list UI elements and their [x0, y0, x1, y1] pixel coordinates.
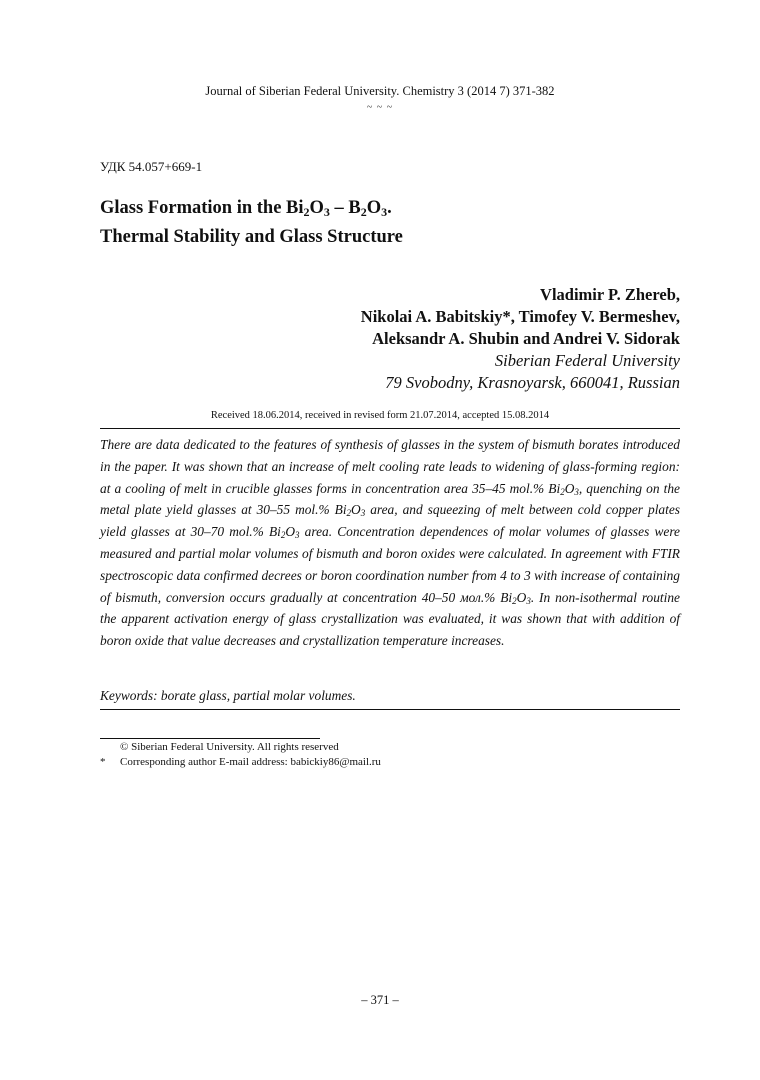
- footnote-corresponding: * Corresponding author E-mail address: babickiy86@mail.ru: [100, 756, 381, 768]
- paper-title: [100, 194, 660, 252]
- title-line-2: Thermal Stability and Glass Structure: [100, 227, 403, 247]
- abstract-top-rule: [100, 428, 680, 429]
- affiliation: Siberian Federal University: [494, 351, 680, 370]
- author-line-3: Aleksandr A. Shubin and Andrei V. Sidorak: [372, 329, 680, 348]
- udk-code: УДК 54.057+669-1: [100, 159, 203, 174]
- footnote-copyright: © Siberian Federal University. All rights reserved: [120, 741, 339, 753]
- header-ornament: ~ ~ ~: [366, 102, 394, 113]
- footnote-rule: [100, 738, 320, 739]
- author-line-2: Nikolai A. Babitskiy*, Timofey V. Bermeshev,: [360, 307, 680, 326]
- abstract-bottom-rule: [100, 709, 680, 710]
- address: 79 Svobodny, Krasnoyarsk, 660041, Russian: [385, 373, 680, 392]
- keywords: Keywords: borate glass, partial molar volumes.: [100, 688, 356, 703]
- title-line-1: Glass Formation in the $Bi_2O_3 - B_2O_3$.: [100, 198, 392, 219]
- author-line-1: Vladimir P. Zhereb,: [540, 285, 680, 304]
- abstract: There are data dedicated to the features of synthesis of glasses in the system of bismuth borates introduced in the paper. It was shown that an increase of melt cooling rate leads to widening of glass-forming region: at a cooling of melt in crucible glasses forms in concentration area 35–45 mol.% $Bi_2O_3$, quenching on the metal plate yield glasses at 30–55 mol.% $Bi_2O_3$ area, and squeezing of melt between cold copper plates yield glasses at 30–70 mol.% $Bi_2O_3$ area. Concentration dependences of molar volumes of glasses were measured and partial molar volumes of bismuth and boron oxides were calculated. In agreement with FTIR spectroscopic data confirmed decrees or boron coordination number from 4 to 3 with increase of containing of bismuth, conversion occurs gradually at concentration 40–50 мол.% $Bi_2O_3$. In non-isothermal routine the apparent activation energy of glass crystallization was evaluated, it was shown that with addition of boron oxide that value decreases and crystallization temperature increases.: [100, 437, 681, 649]
- page-number: – 371 –: [361, 993, 399, 1007]
- journal-header: Journal of Siberian Federal University. Chemistry 3 (2014 7) 371-382: [205, 84, 555, 98]
- received-dates: Received 18.06.2014, received in revised form 21.07.2014, accepted 15.08.2014: [210, 410, 550, 421]
- author-block: [120, 284, 680, 394]
